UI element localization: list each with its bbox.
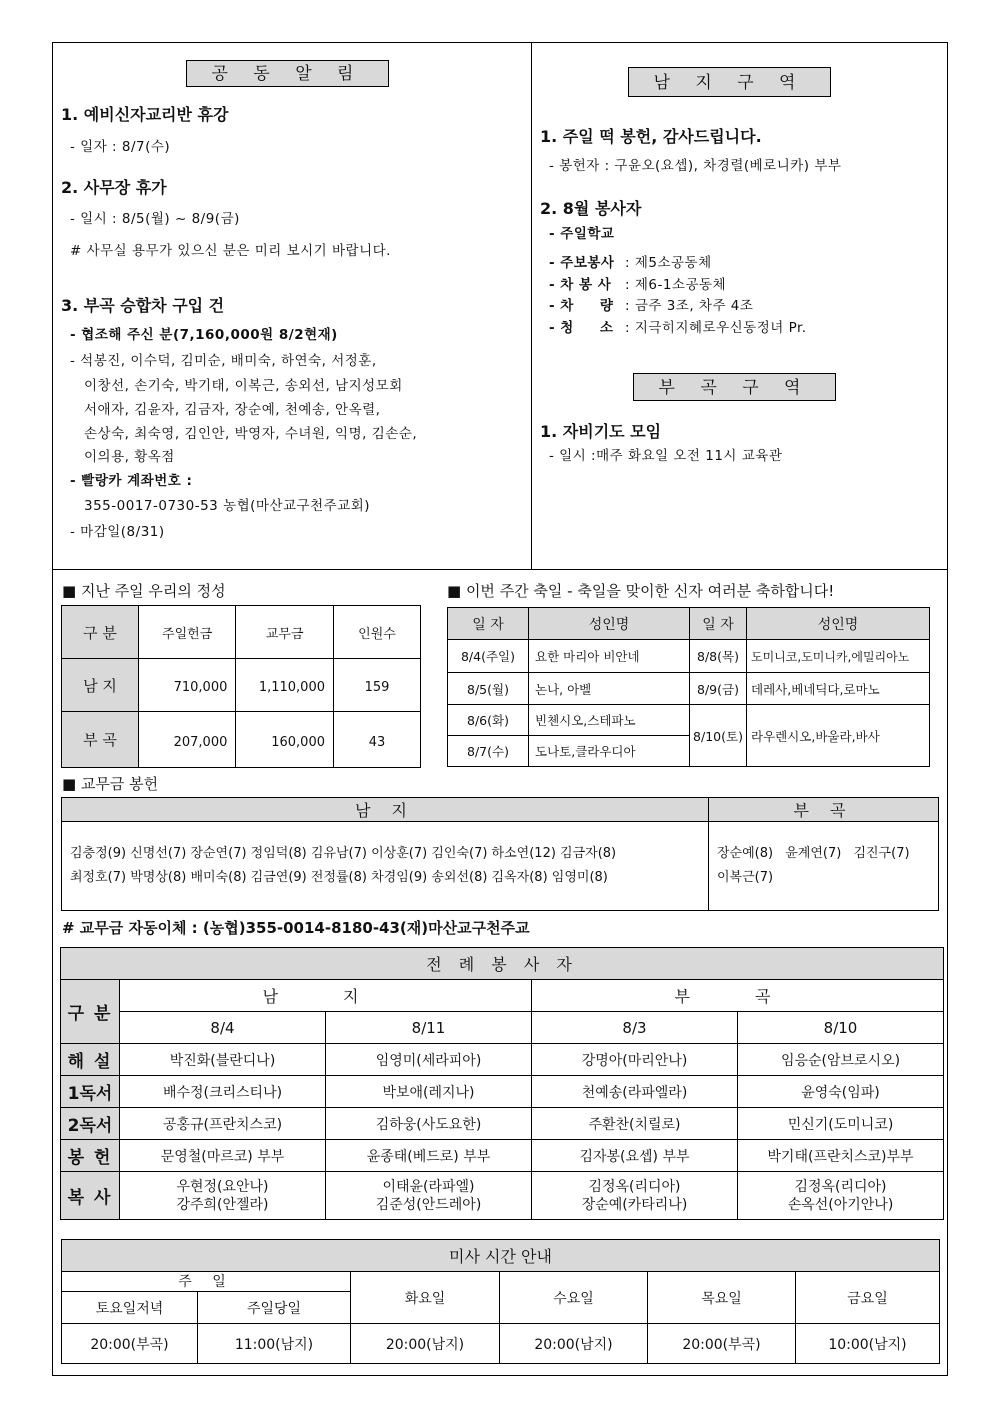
offering-header: 주일헌금 bbox=[138, 606, 235, 659]
tithe-bugok-line: 장순예(8) 윤계연(7) 김진구(7) bbox=[717, 846, 910, 861]
bugok-item1-heading: 1. 자비기도 모임 bbox=[540, 422, 662, 441]
feast-names: 논나, 아벨 bbox=[529, 673, 690, 705]
offering-header: 인원수 bbox=[334, 606, 421, 659]
offering-header: 구 분 bbox=[62, 606, 139, 659]
offering-title: ■ 지난 주일 우리의 정성 bbox=[62, 582, 226, 600]
common-item1-date: - 일자 : 8/7(수) bbox=[70, 139, 171, 155]
mass-time: 20:00(남지) bbox=[500, 1324, 648, 1364]
namji-volunteer-row bbox=[549, 316, 807, 336]
tithe-bugok-header: 부 곡 bbox=[709, 798, 939, 822]
feast-date: 8/9(금) bbox=[690, 673, 747, 705]
tithe-bugok-names bbox=[709, 822, 939, 911]
feast-names: 라우렌시오,바울라,바사 bbox=[747, 705, 930, 767]
namji-item1-heading: 1. 주일 떡 봉헌, 감사드립니다. bbox=[540, 127, 762, 146]
donors-line-4: 손상숙, 최숙영, 김인안, 박영자, 수녀원, 익명, 김손순, bbox=[84, 426, 418, 442]
mass-time: 20:00(남지) bbox=[351, 1324, 500, 1364]
liturgy-namji-header: 남 지 bbox=[120, 980, 532, 1012]
server-name: 이태윤(라파엘) bbox=[382, 1178, 475, 1195]
feast-date: 8/7(수) bbox=[448, 736, 529, 767]
liturgy-server-cell bbox=[326, 1172, 532, 1220]
tithe-namji-line: 김충정(9) 신명선(7) 장순연(7) 정임덕(8) 김유남(7) 이상훈(7) 김인숙(7) 하소연(12) 김금자(8) bbox=[70, 846, 617, 861]
liturgy-cell: 주환찬(치릴로) bbox=[532, 1108, 738, 1140]
tithe-bugok-line: 이복근(7) bbox=[717, 870, 774, 885]
feast-names: 도미니코,도미니카,에밀리아노 bbox=[747, 640, 930, 673]
server-name: 우현정(요안나) bbox=[176, 1178, 269, 1195]
liturgy-cell: 임응순(암브로시오) bbox=[738, 1044, 944, 1076]
tithe-title: ■ 교무금 봉헌 bbox=[62, 775, 159, 793]
feast-date: 8/4(주일) bbox=[448, 640, 529, 673]
offering-header: 교무금 bbox=[236, 606, 334, 659]
deadline: - 마감일(8/31) bbox=[70, 524, 165, 540]
server-name: 김정옥(리디아) bbox=[794, 1178, 887, 1195]
feast-table bbox=[447, 607, 930, 767]
liturgy-cell: 천예송(라파엘라) bbox=[532, 1076, 738, 1108]
volunteer-label: - 주보봉사 bbox=[549, 255, 615, 271]
common-item2-heading: 2. 사무장 휴가 bbox=[61, 178, 167, 197]
liturgy-cell: 민신기(도미니코) bbox=[738, 1108, 944, 1140]
liturgy-server-cell bbox=[120, 1172, 326, 1220]
volunteer-label: - 청 소 bbox=[549, 320, 614, 336]
feast-date: 8/8(목) bbox=[690, 640, 747, 673]
account-number: 355-0017-0730-53 농협(마산교구천주교회) bbox=[84, 498, 371, 514]
liturgy-role: 1독서 bbox=[61, 1076, 120, 1108]
liturgy-role: 봉 헌 bbox=[61, 1140, 120, 1172]
common-notice-title: 공 동 알 림 bbox=[186, 60, 389, 87]
server-name: 장순예(카타리나) bbox=[581, 1196, 688, 1213]
feast-names: 요한 마리아 비안네 bbox=[529, 640, 690, 673]
section-divider bbox=[52, 569, 948, 570]
offering-table bbox=[61, 605, 421, 768]
feast-date: 8/10(토) bbox=[690, 705, 747, 767]
liturgy-server-cell bbox=[532, 1172, 738, 1220]
volunteer-label: - 차 봉 사 bbox=[549, 277, 612, 293]
feast-header: 성인명 bbox=[747, 608, 930, 640]
volunteer-value: : 금주 3조, 차주 4조 bbox=[625, 298, 754, 314]
liturgy-cell: 김하웅(사도요한) bbox=[326, 1108, 532, 1140]
volunteer-value: : 지극히지혜로우신동정녀 Pr. bbox=[625, 320, 807, 336]
liturgy-date: 8/11 bbox=[326, 1012, 532, 1044]
liturgy-cell: 윤영숙(임파) bbox=[738, 1076, 944, 1108]
offering-count: 43 bbox=[334, 712, 421, 768]
mass-day-header: 토요일저녁 bbox=[62, 1292, 198, 1324]
common-item1-heading: 1. 예비신자교리반 휴강 bbox=[61, 105, 229, 124]
offering-row-name: 남 지 bbox=[62, 659, 139, 712]
liturgy-cell: 문영철(마르코) 부부 bbox=[120, 1140, 326, 1172]
bugok-item1-detail: - 일시 :매주 화요일 오전 11시 교육관 bbox=[549, 448, 783, 464]
liturgy-server-cell bbox=[738, 1172, 944, 1220]
volunteer-value: : 제6-1소공동체 bbox=[625, 277, 727, 293]
liturgy-cell: 임영미(세라피아) bbox=[326, 1044, 532, 1076]
donors-label: - 협조해 주신 분(7,160,000원 8/2현재) bbox=[70, 327, 338, 343]
auto-transfer-note: # 교무금 자동이체 : (농협)355-0014-8180-43(재)마산교구천주교 bbox=[62, 919, 530, 937]
mass-time: 20:00(부곡) bbox=[648, 1324, 796, 1364]
liturgy-date: 8/4 bbox=[120, 1012, 326, 1044]
offering-tithe: 1,110,000 bbox=[236, 659, 334, 712]
liturgy-cell: 박진화(블란디나) bbox=[120, 1044, 326, 1076]
liturgy-col-label: 구 분 bbox=[61, 980, 120, 1044]
common-item3-heading: 3. 부곡 승합차 구입 건 bbox=[61, 296, 225, 315]
mass-day-header: 주일당일 bbox=[198, 1292, 351, 1324]
server-name: 강주희(안젤라) bbox=[176, 1196, 269, 1213]
liturgy-bugok-header: 부 곡 bbox=[532, 980, 944, 1012]
feast-date: 8/6(화) bbox=[448, 705, 529, 736]
offering-row-name: 부 곡 bbox=[62, 712, 139, 768]
liturgy-cell: 박기태(프란치스코)부부 bbox=[738, 1140, 944, 1172]
feast-names: 빈첸시오,스테파노 bbox=[529, 705, 690, 736]
liturgy-date: 8/3 bbox=[532, 1012, 738, 1044]
server-name: 김정옥(리디아) bbox=[588, 1178, 681, 1195]
mass-sunday-header: 주 일 bbox=[62, 1272, 351, 1292]
namji-item1-donor: - 봉헌자 : 구윤오(요셉), 차경렬(베로니카) 부부 bbox=[549, 158, 842, 174]
liturgy-cell: 강명아(마리안나) bbox=[532, 1044, 738, 1076]
liturgy-cell: 김자봉(요셉) 부부 bbox=[532, 1140, 738, 1172]
liturgy-cell: 박보애(레지나) bbox=[326, 1076, 532, 1108]
offering-sunday: 710,000 bbox=[138, 659, 235, 712]
server-name: 손옥선(아기안나) bbox=[787, 1196, 894, 1213]
namji-volunteer-row bbox=[549, 251, 712, 271]
liturgy-table bbox=[60, 947, 944, 1220]
liturgy-role: 복 사 bbox=[61, 1172, 120, 1220]
donors-line-5: 이의용, 황옥점 bbox=[84, 449, 175, 465]
namji-sunday-school: - 주일학교 bbox=[549, 226, 615, 242]
liturgy-role: 해 설 bbox=[61, 1044, 120, 1076]
liturgy-cell: 배수정(크리스티나) bbox=[120, 1076, 326, 1108]
offering-tithe: 160,000 bbox=[236, 712, 334, 768]
mass-table bbox=[61, 1239, 940, 1364]
mass-time: 10:00(남지) bbox=[796, 1324, 940, 1364]
bugok-title: 부 곡 구 역 bbox=[633, 373, 836, 401]
feast-header: 일 자 bbox=[448, 608, 529, 640]
tithe-namji-header: 남 지 bbox=[62, 798, 709, 822]
feast-title: ■ 이번 주간 축일 - 축일을 맞이한 신자 여러분 축하합니다! bbox=[447, 582, 835, 600]
mass-day-header: 금요일 bbox=[796, 1272, 940, 1324]
column-divider bbox=[531, 42, 532, 569]
mass-day-header: 화요일 bbox=[351, 1272, 500, 1324]
volunteer-value: : 제5소공동체 bbox=[625, 255, 712, 271]
feast-names: 도나토,클라우디아 bbox=[529, 736, 690, 767]
tithe-namji-line: 최정호(7) 박명상(8) 배미숙(8) 김금연(9) 전정률(8) 차경임(9) 송외선(8) 김옥자(8) 임영미(8) bbox=[70, 870, 608, 885]
offering-sunday: 207,000 bbox=[138, 712, 235, 768]
mass-title: 미사 시간 안내 bbox=[62, 1240, 940, 1272]
namji-item2-heading: 2. 8월 봉사자 bbox=[540, 199, 642, 218]
namji-volunteer-row bbox=[549, 294, 753, 314]
donors-line-2: 이창선, 손기숙, 박기태, 이복근, 송외선, 남지성모회 bbox=[84, 378, 403, 394]
server-name: 김준성(안드레아) bbox=[375, 1196, 482, 1213]
common-item2-period: - 일시 : 8/5(월) ~ 8/9(금) bbox=[70, 211, 240, 227]
donors-line-3: 서애자, 김윤자, 김금자, 장순예, 천예송, 안옥렬, bbox=[84, 402, 381, 418]
offering-count: 159 bbox=[334, 659, 421, 712]
feast-header: 일 자 bbox=[690, 608, 747, 640]
account-label: - 빨랑카 계좌번호 : bbox=[70, 473, 193, 489]
liturgy-cell: 윤종태(베드로) 부부 bbox=[326, 1140, 532, 1172]
feast-names: 데레사,베네딕다,로마노 bbox=[747, 673, 930, 705]
liturgy-role: 2독서 bbox=[61, 1108, 120, 1140]
volunteer-label: - 차 량 bbox=[549, 298, 614, 314]
liturgy-cell: 공홍규(프란치스코) bbox=[120, 1108, 326, 1140]
common-item2-note: # 사무실 용무가 있으신 분은 미리 보시기 바랍니다. bbox=[70, 243, 391, 259]
liturgy-title: 전 례 봉 사 자 bbox=[61, 948, 944, 980]
mass-day-header: 목요일 bbox=[648, 1272, 796, 1324]
mass-time: 20:00(부곡) bbox=[62, 1324, 198, 1364]
mass-time: 11:00(남지) bbox=[198, 1324, 351, 1364]
tithe-table bbox=[61, 797, 939, 911]
feast-header: 성인명 bbox=[529, 608, 690, 640]
liturgy-date: 8/10 bbox=[738, 1012, 944, 1044]
namji-volunteer-row bbox=[549, 273, 726, 293]
namji-title: 남 지 구 역 bbox=[628, 67, 831, 97]
tithe-namji-names bbox=[62, 822, 709, 911]
feast-date: 8/5(월) bbox=[448, 673, 529, 705]
donors-line-1: - 석봉진, 이수덕, 김미순, 배미숙, 하연숙, 서정훈, bbox=[70, 353, 377, 369]
mass-day-header: 수요일 bbox=[500, 1272, 648, 1324]
